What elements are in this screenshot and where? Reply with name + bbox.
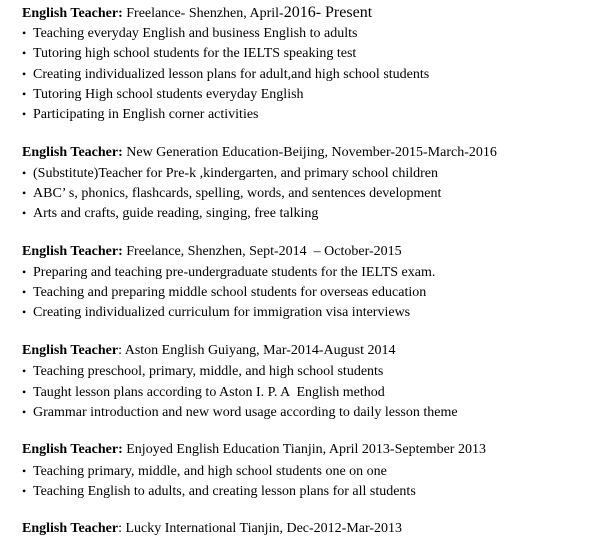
bullet-text: Tutoring high school students for the IELTS speaking test [33, 46, 357, 62]
job-role: English Teacher: [22, 6, 123, 21]
job-role: English Teacher: [22, 442, 123, 458]
bullet-item [22, 163, 595, 183]
bullet-icon: • [22, 206, 27, 221]
job-role: English Teacher: [22, 144, 123, 160]
job-title-line [22, 519, 595, 539]
job-details: : Aston English Guiyang, Mar-2014-August 2014 [118, 343, 396, 359]
bullet-item [22, 84, 595, 104]
bullet-text: ABC’ s, phonics, flashcards, spelling, words, and sentences development [33, 186, 442, 201]
bullet-item [22, 402, 595, 422]
job-entry [22, 440, 595, 501]
bullet-text: Creating individualized curriculum for immigration visa interviews [33, 305, 411, 321]
bullet-item [22, 43, 595, 63]
job-role: English Teacher [22, 521, 119, 537]
job-entry [22, 3, 595, 124]
bullet-icon: • [22, 26, 27, 41]
job-title-line [22, 242, 595, 262]
bullet-icon: • [22, 285, 27, 300]
bullet-item [22, 361, 595, 381]
bullet-text: Grammar introduction and new word usage according to daily lesson theme [33, 404, 458, 420]
bullet-text: Participating in English corner activities [33, 106, 259, 122]
bullet-icon: • [22, 404, 27, 419]
bullet-text: Arts and crafts, guide reading, singing, free talking [33, 206, 319, 222]
bullet-icon: • [22, 46, 27, 61]
job-title-line [22, 143, 595, 163]
bullet-icon: • [22, 305, 27, 320]
bullet-text: (Substitute)Teacher for Pre-k ,kindergarten, and primary school children [33, 165, 439, 181]
bullet-icon: • [22, 165, 27, 180]
bullet-item [22, 203, 595, 223]
job-entry [22, 143, 595, 224]
bullet-icon: • [22, 463, 27, 478]
job-details: : Lucky International Tianjin, Dec-2012-Mar-2013 [118, 521, 403, 537]
bullet-icon: • [22, 265, 27, 280]
bullet-text: Tutoring High school students everyday English [33, 86, 304, 102]
bullet-text: Preparing and teaching pre-undergraduate students for the IELTS exam. [33, 265, 436, 281]
job-entry [22, 341, 595, 422]
bullet-icon: • [22, 66, 27, 81]
bullet-item [22, 302, 595, 322]
bullet-text: Taught lesson plans according to Aston I. P. A English method [33, 384, 385, 400]
bullet-text: Teaching preschool, primary, middle, and high school students [33, 364, 384, 380]
bullet-item [22, 64, 595, 84]
bullet-icon: • [22, 86, 27, 101]
bullet-item [22, 282, 595, 302]
bullet-text: Teaching primary, middle, and high school students one on one [33, 463, 387, 479]
job-details-tail: 2016- Present [283, 4, 373, 21]
bullet-item [22, 23, 595, 43]
bullet-icon: • [22, 384, 27, 399]
bullet-item [22, 262, 595, 282]
bullet-icon: • [22, 186, 27, 200]
bullet-icon: • [22, 364, 27, 379]
job-role: English Teacher [22, 343, 119, 359]
job-title-line [22, 3, 595, 23]
bullet-item [22, 481, 595, 501]
bullet-icon: • [22, 483, 27, 498]
job-entry [22, 242, 595, 323]
job-title-line [22, 341, 595, 361]
bullet-text: Teaching everyday English and business English to adults [33, 26, 358, 42]
bullet-item [22, 183, 595, 203]
job-role: English Teacher: [22, 243, 123, 259]
bullet-text: Creating individualized lesson plans for adult,and high school students [33, 66, 430, 82]
job-details: Enjoyed English Education Tianjin, April 2013-September 2013 [122, 442, 486, 458]
bullet-item [22, 461, 595, 481]
bullet-text: Teaching English to adults, and creating lesson plans for all students [33, 483, 416, 499]
job-entry [22, 519, 595, 539]
bullet-text: Teaching and preparing middle school students for overseas education [33, 285, 427, 301]
bullet-icon: • [22, 106, 27, 121]
bullet-item [22, 104, 595, 124]
job-details: New Generation Education-Beijing, November-2015-March-2016 [122, 144, 497, 160]
job-details: Freelance, Shenzhen, Sept-2014 – October-2015 [122, 243, 402, 259]
job-title-line [22, 440, 595, 460]
job-details: Freelance- Shenzhen, April- [122, 6, 284, 21]
bullet-item [22, 382, 595, 402]
